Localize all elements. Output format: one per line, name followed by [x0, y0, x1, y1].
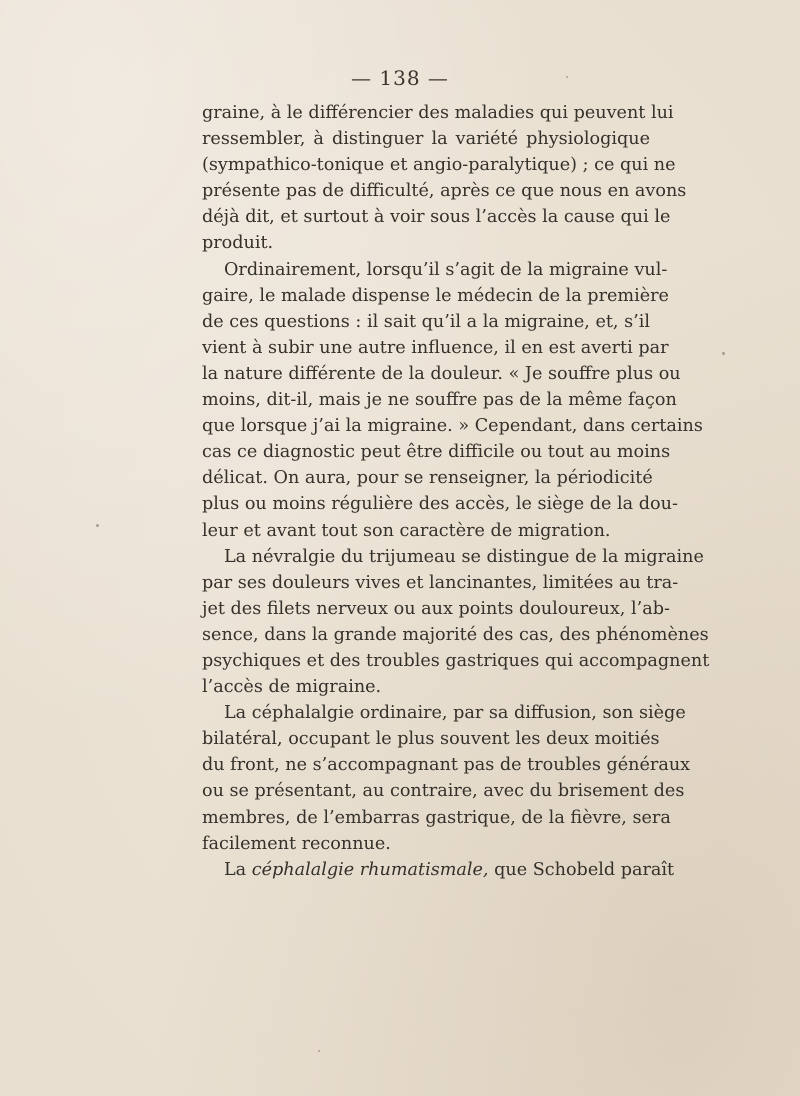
text-line: par ses douleurs vives et lancinantes, limitées au tra-: [202, 572, 679, 593]
text-line: (sympathico-tonique et angio-paralytique) ; ce qui ne: [202, 155, 676, 176]
text-line: graine, à le différencier des maladies qui peuvent lui: [202, 103, 674, 123]
text-line: ou se présentant, au contraire, avec du brisement des: [202, 781, 685, 802]
text-line: Ordinairement, lorsqu’il s’agit de la migraine vul-: [224, 259, 668, 280]
text-line: présente pas de difficulté, après ce que nous en avons: [202, 181, 687, 202]
final-line-start: La: [224, 859, 252, 880]
text-line: cas ce diagnostic peut être difficile ou tout au moins: [202, 442, 671, 463]
final-line-end: que Schobeld paraît: [488, 859, 675, 880]
text-line: plus ou moins régulière des accès, le siège de la dou-: [202, 494, 678, 515]
italic-term: céphalalgie rhumatismale,: [251, 859, 489, 880]
body-text: [202, 100, 710, 883]
text-line: délicat. On aura, pour se renseigner, la périodicité: [202, 468, 653, 489]
text-line: jet des filets nerveux ou aux points douloureux, l’ab-: [202, 598, 670, 619]
text-line: sence, dans la grande majorité des cas, des phénomènes: [202, 624, 709, 645]
text-line: vient à subir une autre influence, il en est averti par: [202, 337, 669, 358]
paper-speck: [318, 1050, 320, 1052]
paper-speck: [722, 352, 725, 355]
text-line: facilement reconnue.: [202, 833, 391, 854]
paper-speck: [96, 524, 99, 527]
text-line: La céphalalgie ordinaire, par sa diffusion, son siège: [224, 703, 686, 724]
text-line-final: [202, 857, 675, 883]
text-line: de ces questions : il sait qu’il a la migraine, et, s’il: [202, 311, 650, 332]
paper-speck: [566, 76, 568, 78]
text-line: psychiques et des troubles gastriques qui accompagnent: [202, 650, 710, 671]
text-line: l’accès de migraine.: [202, 677, 382, 698]
text-line: membres, de l’embarras gastrique, de la fièvre, sera: [202, 807, 671, 828]
text-line: produit.: [202, 233, 274, 254]
text-line: La névralgie du trijumeau se distingue de la migraine: [224, 546, 704, 567]
text-line: déjà dit, et surtout à voir sous l’accès la cause qui le: [202, 207, 671, 228]
text-line: gaire, le malade dispense le médecin de la première: [202, 285, 669, 306]
text-line: la nature différente de la douleur. « Je souffre plus ou: [202, 363, 681, 384]
text-line: bilatéral, occupant le plus souvent les deux moitiés: [202, 729, 660, 750]
text-line: ressembler, à distinguer la variété physiologique: [202, 129, 650, 150]
text-line: du front, ne s’accompagnant pas de troubles généraux: [202, 755, 691, 776]
text-line: moins, dit-il, mais je ne souffre pas de la même façon: [202, 390, 677, 411]
page-number: — 138 —: [351, 66, 449, 90]
text-line: que lorsque j’ai la migraine. » Cependant, dans certains: [202, 416, 703, 437]
text-line: leur et avant tout son caractère de migration.: [202, 520, 611, 541]
